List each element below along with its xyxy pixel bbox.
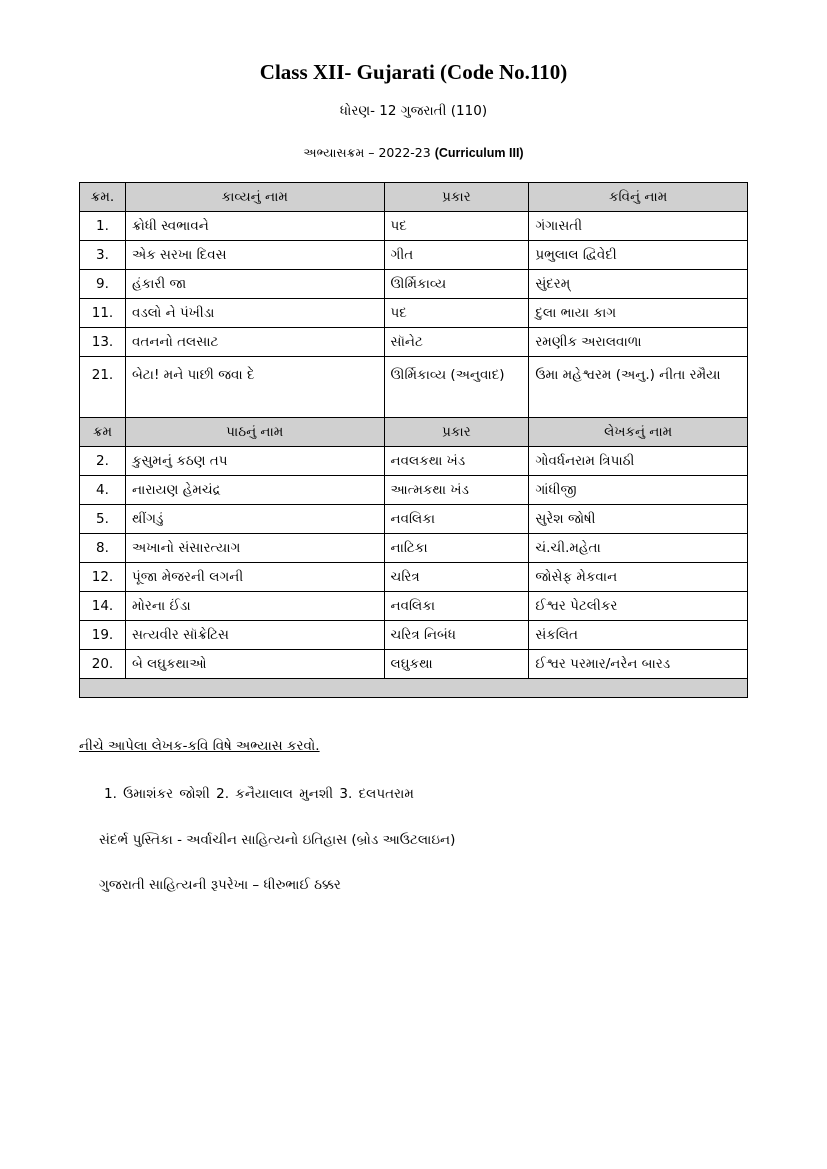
table-row xyxy=(80,328,748,357)
table-row xyxy=(80,650,748,679)
row-author: ઈશ્વર પેટલીકર xyxy=(529,592,748,621)
row-number: 5. xyxy=(80,505,126,534)
row-type: ચરિત્ર xyxy=(384,563,529,592)
row-title: કુસુમનું કઠણ તપ xyxy=(125,447,384,476)
row-type: પદ xyxy=(384,212,529,241)
row-title: એક સરખા દિવસ xyxy=(125,241,384,270)
table-row xyxy=(80,357,748,418)
row-type: ઊર્મિકાવ્ય xyxy=(384,270,529,299)
row-title: નારાયણ હેમચંદ્ર xyxy=(125,476,384,505)
row-author: ઉમા મહેશ્વરમ (અનુ.) નીતા રમૈયા xyxy=(529,357,748,418)
row-type: ચરિત્ર નિબંધ xyxy=(384,621,529,650)
poetry-header-row xyxy=(80,183,748,212)
study-note: નીચે આપેલા લેખક-કવિ વિષે અભ્યાસ કરવો. xyxy=(79,738,320,754)
row-number: 4. xyxy=(80,476,126,505)
row-author: ગોવર્ધનરામ ત્રિપાઠી xyxy=(529,447,748,476)
curriculum-prefix: અભ્યાસક્રમ – 2022-23 xyxy=(303,145,431,160)
page-subtitle: ધોરણ- 12 ગુજરાતી (110) xyxy=(339,103,488,119)
row-title: બે લઘુકથાઓ xyxy=(125,650,384,679)
table-row xyxy=(80,241,748,270)
row-title: હંકારી જા xyxy=(125,270,384,299)
prose-header-num: ક્રમ xyxy=(80,418,126,447)
row-author: સુંદરમ્ xyxy=(529,270,748,299)
table-row xyxy=(80,270,748,299)
row-number: 14. xyxy=(80,592,126,621)
row-title: વતનનો તલસાટ xyxy=(125,328,384,357)
row-type: સૉનેટ xyxy=(384,328,529,357)
row-type: નાટિકા xyxy=(384,534,529,563)
row-type: લઘુકથા xyxy=(384,650,529,679)
row-author: સંકલિત xyxy=(529,621,748,650)
prose-header-type: પ્રકાર xyxy=(384,418,529,447)
row-type: નવલિકા xyxy=(384,592,529,621)
row-author: પ્રભુલાલ દ્વિવેદી xyxy=(529,241,748,270)
poetry-header-type: પ્રકાર xyxy=(384,183,529,212)
reference-book-1: સંદર્ભ પુસ્તિકા - અર્વાચીન સાહિત્યનો ઇતિહાસ (બ્રોડ આઉટલાઇન) xyxy=(99,832,456,848)
row-title: બેટા! મને પાછી જવા દે xyxy=(125,357,384,418)
row-title: સત્યવીર સૉક્રેટિસ xyxy=(125,621,384,650)
row-author: સુરેશ જોષી xyxy=(529,505,748,534)
poetry-header-num: ક્રમ. xyxy=(80,183,126,212)
row-title: ક્રોધી સ્વભાવને xyxy=(125,212,384,241)
row-title: થીંગડું xyxy=(125,505,384,534)
table-row xyxy=(80,534,748,563)
reference-book-2: ગુજરાતી સાહિત્યની રૂપરેખા – ધીરુભાઈ ઠક્કર xyxy=(99,877,341,893)
row-title: પૂંજા મેજરની લગની xyxy=(125,563,384,592)
row-type: આત્મકથા ખંડ xyxy=(384,476,529,505)
poetry-header-name: કાવ્યનું નામ xyxy=(125,183,384,212)
row-number: 3. xyxy=(80,241,126,270)
table-row xyxy=(80,621,748,650)
row-title: વડલો ને પંખીડા xyxy=(125,299,384,328)
table-row xyxy=(80,476,748,505)
poetry-header-author: કવિનું નામ xyxy=(529,183,748,212)
row-author: દુલા ભાયા કાગ xyxy=(529,299,748,328)
table-row xyxy=(80,212,748,241)
row-author: રમણીક અરાલવાળા xyxy=(529,328,748,357)
row-title: અખાનો સંસારત્યાગ xyxy=(125,534,384,563)
table-footer-row xyxy=(80,679,748,698)
prose-header-name: પાઠનું નામ xyxy=(125,418,384,447)
row-author: ગંગાસતી xyxy=(529,212,748,241)
row-author: ચં.ચી.મહેતા xyxy=(529,534,748,563)
curriculum-line xyxy=(0,145,827,161)
curriculum-label: (Curriculum III) xyxy=(434,146,524,160)
row-author: ગાંધીજી xyxy=(529,476,748,505)
row-number: 20. xyxy=(80,650,126,679)
table-row xyxy=(80,299,748,328)
table-row xyxy=(80,563,748,592)
row-number: 21. xyxy=(80,357,126,418)
row-number: 12. xyxy=(80,563,126,592)
table-row xyxy=(80,592,748,621)
row-type: નવલિકા xyxy=(384,505,529,534)
table-row xyxy=(80,505,748,534)
row-author: જોસેફ મેકવાન xyxy=(529,563,748,592)
authors-list: 1. ઉમાશંકર જોશી 2. કનૈયાલાલ મુનશી 3. દલપતરામ xyxy=(104,786,414,802)
table-row xyxy=(80,447,748,476)
row-type: ઊર્મિકાવ્ય (અનુવાદ) xyxy=(384,357,529,418)
row-number: 1. xyxy=(80,212,126,241)
row-type: નવલકથા ખંડ xyxy=(384,447,529,476)
row-type: પદ xyxy=(384,299,529,328)
page-title: Class XII- Gujarati (Code No.110) xyxy=(259,60,568,84)
table-footer-cell xyxy=(80,679,748,698)
row-author: ઈશ્વર પરમાર/નરેન બારડ xyxy=(529,650,748,679)
row-number: 11. xyxy=(80,299,126,328)
row-title: મોરના ઈંડા xyxy=(125,592,384,621)
row-number: 13. xyxy=(80,328,126,357)
row-number: 2. xyxy=(80,447,126,476)
row-number: 19. xyxy=(80,621,126,650)
prose-header-row xyxy=(80,418,748,447)
row-number: 8. xyxy=(80,534,126,563)
row-type: ગીત xyxy=(384,241,529,270)
row-number: 9. xyxy=(80,270,126,299)
syllabus-table xyxy=(79,182,748,698)
prose-header-author: લેખકનું નામ xyxy=(529,418,748,447)
